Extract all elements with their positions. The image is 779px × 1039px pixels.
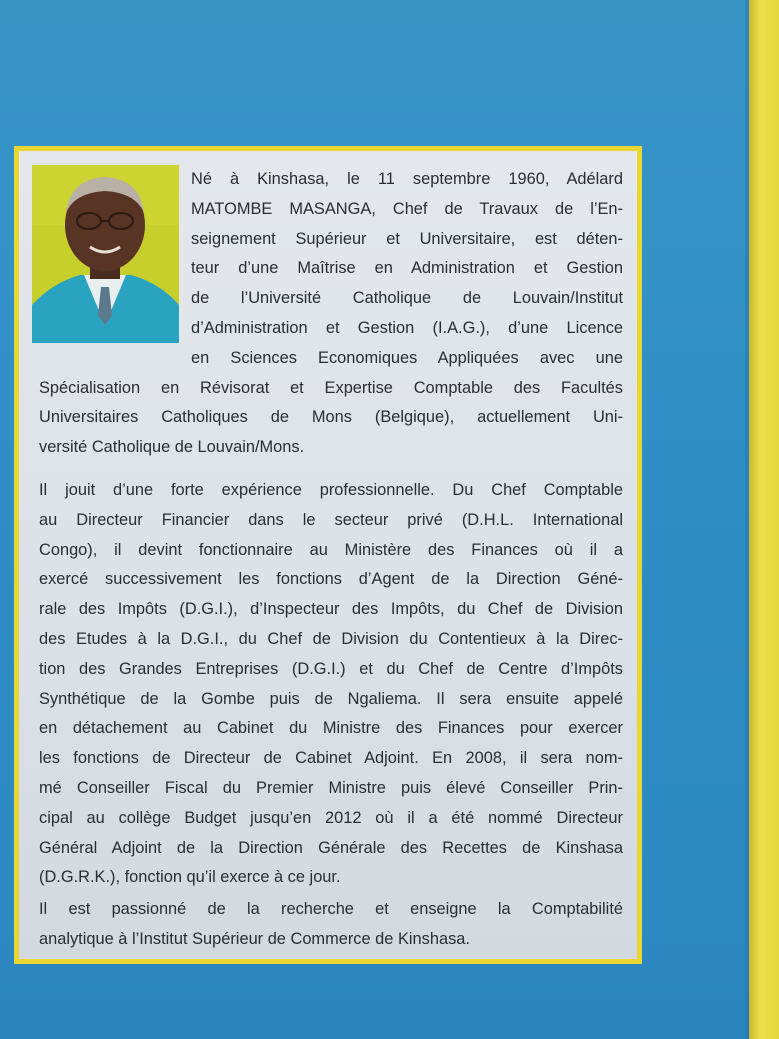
bio-line: (D.G.R.K.), fonction qu’il exerce à ce jour. [39, 868, 341, 887]
bio-line: Synthétique de la Gombe puis de Ngaliema. Il sera ensuite appelé [39, 689, 623, 708]
bio-line: seignement Supérieur et Universitaire, est déten- [191, 229, 623, 248]
bio-line: analytique à l’Institut Supérieur de Commerce de Kinshasa. [39, 929, 470, 948]
bio-line: Congo), il devint fonctionnaire au Ministère des Finances où il a [39, 540, 623, 559]
bio-line: MATOMBE MASANGA, Chef de Travaux de l’En- [191, 199, 623, 218]
bio-line: au Directeur Financier dans le secteur privé (D.H.L. International [39, 510, 623, 529]
biography-text [19, 151, 637, 959]
bio-line: des Etudes à la D.G.I., du Chef de Division du Contentieux à la Direc- [39, 630, 623, 648]
bio-line: en détachement au Cabinet du Ministre des Finances pour exercer [39, 719, 623, 738]
author-bio-panel [14, 146, 642, 964]
bio-line: de l’Université Catholique de Louvain/Institut [191, 289, 623, 308]
bio-line: mé Conseiller Fiscal du Premier Ministre puis élevé Conseiller Prin- [39, 779, 623, 797]
bio-line: Né à Kinshasa, le 11 septembre 1960, Adélard [191, 170, 623, 188]
bio-line: cipal au collège Budget jusqu’en 2012 où il a été nommé Directeur [39, 808, 623, 827]
bio-line: Général Adjoint de la Direction Générale des Recettes de Kinshasa [39, 838, 623, 857]
bio-line: en Sciences Economiques Appliquées avec une [191, 348, 623, 367]
bio-line: tion des Grandes Entreprises (D.G.I.) et du Chef de Centre d’Impôts [39, 659, 623, 678]
bio-line: Il est passionné de la recherche et enseigne la Comptabilité [39, 900, 623, 918]
bio-line: exercé successivement les fonctions d’Agent de la Direction Géné- [39, 570, 623, 589]
book-page-edge [749, 0, 779, 1039]
bio-line: d’Administration et Gestion (I.A.G.), d’une Licence [191, 319, 623, 337]
bio-line: Il jouit d’une forte expérience professionnelle. Du Chef Comptable [39, 481, 623, 499]
bio-line: Spécialisation en Révisorat et Expertise Comptable des Facultés [39, 378, 623, 397]
bio-line: teur d’une Maîtrise en Administration et Gestion [191, 259, 623, 278]
bio-line: rale des Impôts (D.G.I.), d’Inspecteur des Impôts, du Chef de Division [39, 600, 623, 619]
book-spine-shadow [745, 0, 749, 1039]
bio-line: les fonctions de Directeur de Cabinet Adjoint. En 2008, il sera nom- [39, 749, 623, 768]
bio-line: versité Catholique de Louvain/Mons. [39, 438, 305, 457]
bio-line: Universitaires Catholiques de Mons (Belgique), actuellement Uni- [39, 408, 623, 427]
